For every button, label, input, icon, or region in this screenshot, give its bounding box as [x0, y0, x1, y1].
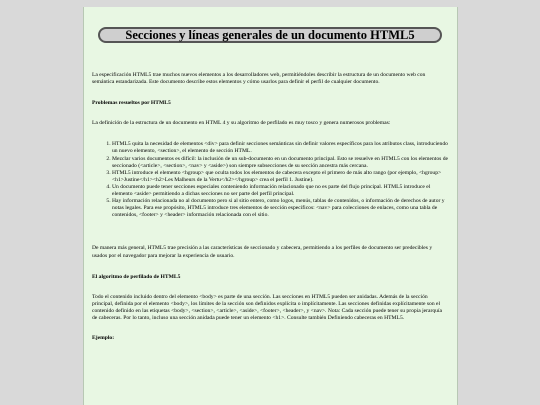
list-item: 1. HTML5 quita la necesidad de elementos <div> para definir secciones semánticas sin definir valores específicos para los atributos class, introduciendo un nuevo elemento, <section>, el elemento de sección HTML. [112, 141, 448, 155]
page-title-banner [98, 27, 442, 43]
algorithm-paragraph: Todo el contenido incluido dentro del elemento <body> es parte de una sección. Las secciones en HTML5 pueden ser anidadas. Además de la sección principal, definida por el elemento <body>, los límites de la sección son definidos explícita o implícitamente. Las secciones definidas explícitamente son el contenido definido en las etiquetas <body>, <section>, <article>, <aside>, <footer>, <header>, y <nav>. Nota: Cada sección puede tener su propia jerarquía de cabeceras. Por lo tanto, incluso una sección anidada puede tener un elemento <h1>. Consulte también Definiendo cabeceras en HTML5. [92, 293, 442, 321]
section-outro-paragraph: De manera más general, HTML5 trae precisión a las características de seccionado y cabecera, permitiendo a los perfiles de documento ser predecibles y usados por el navegador para mejorar la experiencia de usuario. [92, 245, 433, 259]
list-item: 5. Hay información relacionada no al documento pero si al sitio entero, como logos, menús, tablas de contenidos, o información de derechos de autor y notas legales. Para ese propósito, HTML5 introduce tres elementos de sección específicos: <nav> para colecciones de enlaces, como una tabla de contenidos, <footer> y <header> información relacionada con el sitio. [112, 198, 448, 219]
intro-paragraph: La especificación HTML5 trae muchos nuevos elementos a los desarrolladores web, permitiéndoles describir la estructura de un documento web con semántica estandarizada. Este documento describe estos elementos y cómo usarlos para definir el perfil de cualquier documento. [92, 72, 426, 86]
example-label: Ejemplo: [92, 335, 115, 342]
list-item: 3. HTML5 introduce el elemento <hgroup> que oculta todos los elementos de cabecera excepto el primero de más alto rango (por ejemplo, <hgroup><h1>Justine</h1><h2>Les Malheurs de la Vertu</h2></hgroup> crea el perfil 1. Justine). [112, 170, 448, 184]
page-title: Secciones y líneas generales de un documento HTML5 [125, 28, 415, 42]
list-item: 2. Mezclar varios documentos es difícil: la inclusión de un sub-documento en un documento principal. Esto se resuelve en HTML5 con los elementos de seccionado (<article>, <section>, <nav> y <aside>) son siempre subsecciones de su sección ancestra más cercana. [112, 156, 448, 170]
document-page [83, 7, 458, 405]
problems-list [92, 141, 448, 219]
document-content [92, 72, 448, 342]
list-item: 4. Un documento puede tener secciones especiales conteniendo información relacionado que no es parte del flujo principal. HTML5 introduce el elemento <aside> permitiendo a dichas secciones no ser parte del perfil principal. [112, 184, 448, 198]
section-heading-problemas: Problemas resueltos por HTML5 [92, 100, 171, 107]
section-intro-paragraph: La definición de la estructura de un documento en HTML 4 y su algoritmo de perfilado es muy tosco y genera numerosos problemas: [92, 120, 391, 127]
section-heading-algoritmo: El algoritmo de perfilado de HTML5 [92, 273, 181, 280]
